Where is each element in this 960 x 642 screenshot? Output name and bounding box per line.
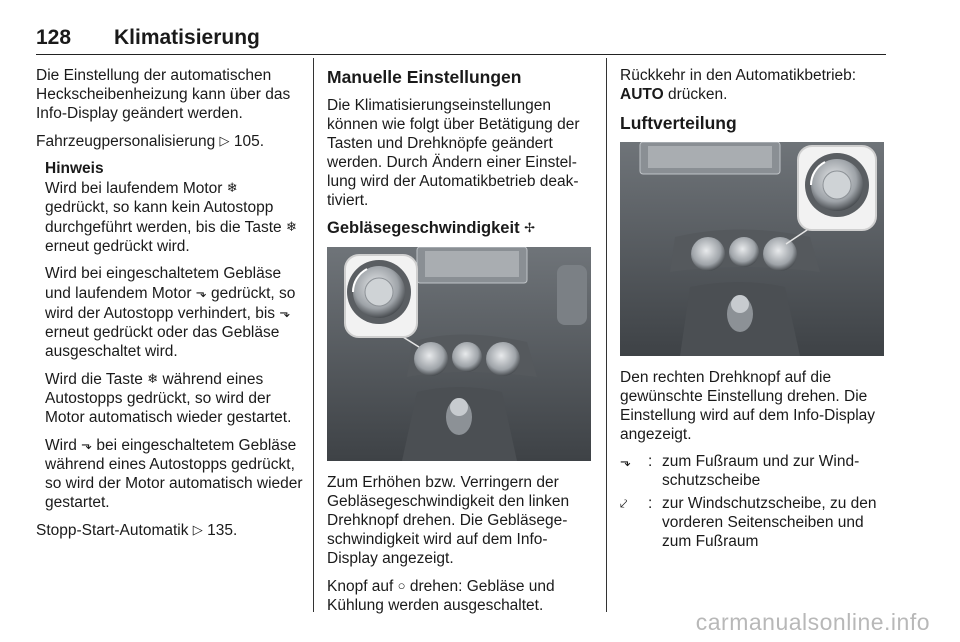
off-circle-icon: ○: [397, 578, 406, 593]
air-distribution-list: [620, 452, 886, 551]
paragraph: Stopp-Start-Automatik ▷ 135.: [36, 522, 238, 539]
list-item-text: zur Windschutzscheibe, zu den vorderen Seitenscheiben und zum Fußraum: [662, 495, 877, 550]
note-box: [36, 159, 304, 512]
column-divider: [313, 58, 314, 612]
footwell-windscreen-icon: ⬎: [620, 454, 631, 469]
paragraph: Den rechten Drehknopf auf die gewünschte Einstellung drehen. Die Einstellung wird auf dem Info-Display angezeigt.: [620, 369, 876, 443]
paragraph: Die Klimatisierungseinstellungen können wie folgt über Betätigung der Tasten und Drehknöpfe geändert werden. Durch Ändern einer Einstellung wird der Automatikbetrieb deaktiviert.: [327, 97, 580, 209]
air-distribution-knob-photo: [620, 142, 884, 356]
chapter-title: Klimatisierung: [114, 26, 260, 49]
ac-snowflake-icon: ❄: [147, 371, 159, 386]
page-header: [36, 26, 886, 55]
column-2: [327, 66, 593, 623]
note-paragraph: Wird die Taste ❄ während eines Autostopps gedrückt, so wird der Motor automatisch wieder gestartet.: [45, 371, 292, 426]
page-number: 128: [36, 26, 72, 49]
dashboard-illustration: [620, 142, 884, 356]
page-reference-triangle-icon: ▷: [219, 133, 230, 148]
paragraph: Fahrzeugpersonalisierung ▷ 105.: [36, 133, 265, 150]
fan-knob-photo: [327, 247, 591, 461]
column-1: [36, 66, 304, 548]
auto-button-label: AUTO: [620, 86, 664, 103]
watermark: carmanualsonline.info: [695, 609, 930, 635]
paragraph: Rückkehr in den Automatikbetrieb: AUTO drücken.: [620, 67, 857, 103]
page-reference-triangle-icon: ▷: [192, 522, 203, 537]
subsection-heading: Gebläsegeschwindigkeit ✢: [327, 219, 536, 237]
footwell-windscreen-icon: ⬎: [81, 437, 93, 452]
paragraph: Die Einstellung der automatischen Heckscheibenheizung kann über das Info-Display geändert werden.: [36, 67, 291, 122]
list-item: ⬎ : zum Fußraum und zur Windschutzscheibe: [620, 452, 886, 490]
dashboard-illustration: [327, 247, 591, 461]
note-paragraph: Wird ⬎ bei eingeschaltetem Gebläse während eines Autostopps gedrückt, so wird der Motor automatisch wieder gestartet.: [45, 437, 303, 511]
paragraph: Knopf auf ○ drehen: Gebläse und Kühlung werden ausgeschaltet.: [327, 578, 555, 614]
page-reference: 135.: [207, 522, 238, 539]
fan-icon: ✢: [524, 220, 536, 235]
note-paragraph: Wird bei eingeschaltetem Gebläse und laufendem Motor ⬎ gedrückt, so wird der Autostopp verhindert, bis ⬎ erneut gedrückt oder das Gebläse ausgeschaltet wird.: [45, 265, 296, 360]
section-heading: Manuelle Einstellungen: [327, 67, 522, 87]
page-reference: 105.: [233, 133, 265, 150]
list-item-text: zum Fußraum und zur Windschutzscheibe: [662, 453, 860, 489]
list-item: ⤦ : zur Windschutzscheibe, zu den vorderen Seitenscheiben und zum Fußraum: [620, 494, 886, 551]
note-title: Hinweis: [45, 160, 104, 177]
column-divider: [606, 58, 607, 612]
windscreen-sidewindows-footwell-icon: ⤦: [620, 496, 628, 511]
column-3: [620, 66, 886, 555]
footwell-windscreen-icon: ⬎: [279, 305, 291, 320]
footwell-windscreen-icon: ⬎: [195, 285, 207, 300]
section-heading: Luftverteilung: [620, 113, 737, 133]
paragraph: Zum Erhöhen bzw. Verringern der Gebläsegeschwindigkeit den linken Drehknopf drehen. Die Gebläsegeschwindigkeit wird auf dem Info-Display angezeigt.: [327, 474, 570, 567]
ac-snowflake-icon: ❄: [226, 180, 238, 195]
note-paragraph: Wird bei laufendem Motor ❄ gedrückt, so kann kein Autostopp durchgeführt werden, bis die Taste ❄ erneut gedrückt wird.: [45, 180, 297, 255]
ac-snowflake-icon: ❄: [285, 219, 297, 234]
